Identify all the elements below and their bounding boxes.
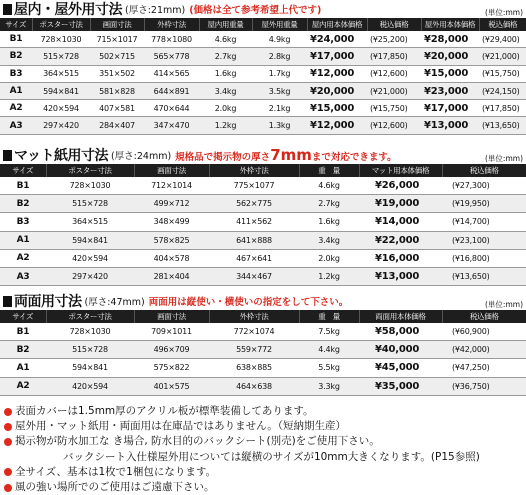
weight-cell: 7.5kg	[299, 323, 359, 341]
mat-thickness: (厚さ:24mm)	[110, 151, 172, 162]
tax-value: (¥29,400)	[482, 34, 520, 44]
header-row	[0, 18, 526, 31]
header-row	[0, 310, 526, 323]
price-value: ¥22,000	[375, 234, 420, 246]
w_in-cell: 2.7kg	[199, 48, 252, 65]
table-row	[0, 249, 526, 267]
frame-cell: 347×470	[144, 117, 199, 134]
poster-cell: 594×841	[32, 82, 90, 99]
tax-value: (¥17,850)	[370, 51, 408, 61]
w_in-cell: 2.0kg	[199, 100, 252, 117]
price-cell	[359, 377, 442, 395]
column-header: ポスター寸法	[46, 310, 134, 323]
bullet-dot-icon	[4, 438, 12, 446]
price-value: ¥16,000	[375, 252, 420, 264]
table-row	[0, 48, 526, 65]
column-header: 屋外用重量	[252, 18, 307, 31]
price-value: ¥17,000	[424, 102, 469, 114]
price-value: ¥12,000	[310, 120, 355, 132]
tax-value: (¥60,900)	[452, 327, 490, 337]
w_out-cell: 4.9kg	[252, 31, 307, 48]
size-cell: A2	[0, 100, 32, 117]
weight-cell: 1.2kg	[299, 267, 359, 285]
screen-cell: 578×825	[134, 231, 209, 249]
poster-cell: 515×728	[46, 195, 134, 213]
bullet-dot-icon	[4, 423, 12, 431]
frame-cell: 414×565	[144, 65, 199, 82]
table-row	[0, 231, 526, 249]
price-value: ¥35,000	[375, 380, 420, 392]
frame-cell: 344×467	[209, 267, 299, 285]
tax-cell	[367, 31, 421, 48]
tax-cell	[367, 48, 421, 65]
table-row	[0, 323, 526, 341]
size-cell: B3	[0, 213, 46, 231]
double-section	[0, 292, 526, 396]
price-cell	[359, 231, 442, 249]
note-text: 屋外用・マット紙用・両面用は在庫品ではありません。（短納期生産）	[15, 420, 346, 433]
tax-cell	[442, 195, 526, 213]
column-header: 画面寸法	[134, 310, 209, 323]
indoor-table	[0, 18, 526, 135]
note-item	[0, 434, 526, 449]
table-row	[0, 195, 526, 213]
size-cell: B1	[0, 323, 46, 341]
table-row	[0, 267, 526, 285]
screen-cell: 284×407	[90, 117, 144, 134]
unit-label: (単位:mm)	[485, 300, 523, 309]
price-value: ¥19,000	[375, 198, 420, 210]
size-cell: B1	[0, 177, 46, 195]
note-text: 掲示物が防水加工な き場合, 防水目的のバックシート(別売)をご使用下さい。	[15, 435, 380, 448]
weight-cell: 3.4kg	[299, 231, 359, 249]
poster-cell: 728×1030	[32, 31, 90, 48]
size-cell: A3	[0, 117, 32, 134]
note-text: 表面カバーは1.5mm厚のアクリル板が標準装備してあります。	[15, 405, 314, 417]
double-header	[0, 292, 526, 310]
tax-value: (¥27,300)	[452, 181, 490, 191]
price-cell	[421, 48, 479, 65]
price-cell	[421, 100, 479, 117]
price-cell	[359, 267, 442, 285]
price-cell	[359, 249, 442, 267]
note-text: バックシート入仕様屋外用については縦横のサイズが10mm大きくなります。(P15参照)	[63, 450, 480, 463]
size-cell: B2	[0, 341, 46, 359]
w_in-cell: 1.2kg	[199, 117, 252, 134]
tax-cell	[479, 31, 526, 48]
price-value: ¥28,000	[424, 33, 469, 45]
price-cell	[307, 65, 367, 82]
frame-cell: 772×1074	[209, 323, 299, 341]
unit-label: (単位:mm)	[485, 154, 523, 163]
section-square-icon	[3, 296, 12, 307]
price-cell	[359, 359, 442, 377]
price-value: ¥40,000	[375, 344, 420, 356]
poster-cell: 594×841	[46, 231, 134, 249]
w_in-cell: 1.6kg	[199, 65, 252, 82]
frame-cell: 641×888	[209, 231, 299, 249]
section-square-icon	[3, 4, 12, 15]
price-cell	[359, 341, 442, 359]
table-row	[0, 177, 526, 195]
column-header: マット用本体価格	[359, 164, 442, 177]
size-cell: A1	[0, 82, 32, 99]
column-header: サイズ	[0, 310, 46, 323]
indoor-title: 屋内・屋外用寸法	[14, 2, 122, 18]
size-cell: A1	[0, 231, 46, 249]
poster-cell: 728×1030	[46, 177, 134, 195]
frame-cell: 638×885	[209, 359, 299, 377]
screen-cell: 709×1011	[134, 323, 209, 341]
mat-note	[175, 146, 396, 164]
table-row	[0, 117, 526, 134]
price-cell	[359, 177, 442, 195]
poster-cell: 515×728	[32, 48, 90, 65]
column-header: 屋内用重量	[199, 18, 252, 31]
table-row	[0, 341, 526, 359]
screen-cell: 715×1017	[90, 31, 144, 48]
weight-cell: 4.6kg	[299, 177, 359, 195]
section-square-icon	[3, 150, 12, 161]
frame-cell: 562×775	[209, 195, 299, 213]
column-header: 外枠寸法	[144, 18, 199, 31]
price-cell	[307, 31, 367, 48]
table-row	[0, 65, 526, 82]
tax-cell	[442, 377, 526, 395]
w_out-cell: 2.8kg	[252, 48, 307, 65]
frame-cell: 644×891	[144, 82, 199, 99]
size-cell: A3	[0, 267, 46, 285]
mat-note-before: 規格品で掲示物の厚さ	[175, 152, 271, 163]
price-cell	[359, 323, 442, 341]
poster-cell: 364×515	[46, 213, 134, 231]
w_out-cell: 1.3kg	[252, 117, 307, 134]
price-value: ¥58,000	[375, 326, 420, 338]
w_out-cell: 3.5kg	[252, 82, 307, 99]
double-title: 両面用寸法	[14, 294, 82, 310]
unit-label: (単位:mm)	[485, 8, 523, 17]
frame-cell: 559×772	[209, 341, 299, 359]
poster-cell: 515×728	[46, 341, 134, 359]
price-cell	[307, 82, 367, 99]
price-value: ¥13,000	[375, 271, 420, 283]
column-header: 税込価格	[442, 310, 526, 323]
w_in-cell: 4.6kg	[199, 31, 252, 48]
column-header: 屋内用本体価格	[307, 18, 367, 31]
price-value: ¥20,000	[310, 85, 355, 97]
price-cell	[359, 213, 442, 231]
size-cell: B2	[0, 195, 46, 213]
indoor-price-note: (価格は全て参考希望上代です)	[189, 5, 322, 16]
table-row	[0, 100, 526, 117]
tax-cell	[367, 100, 421, 117]
price-value: ¥15,000	[424, 68, 469, 80]
tax-value: (¥36,750)	[452, 381, 490, 391]
tax-value: (¥19,950)	[452, 199, 490, 209]
note-item	[0, 404, 526, 419]
tax-cell	[367, 117, 421, 134]
price-cell	[307, 100, 367, 117]
tax-cell	[479, 100, 526, 117]
double-table	[0, 310, 526, 396]
price-cell	[307, 117, 367, 134]
tax-cell	[442, 267, 526, 285]
screen-cell: 401×575	[134, 377, 209, 395]
poster-cell: 420×594	[46, 249, 134, 267]
price-cell	[307, 48, 367, 65]
price-value: ¥23,000	[424, 85, 469, 97]
screen-cell: 351×502	[90, 65, 144, 82]
tax-value: (¥25,200)	[370, 34, 408, 44]
tax-value: (¥16,800)	[452, 253, 490, 263]
table-row	[0, 359, 526, 377]
column-header: 外枠寸法	[209, 310, 299, 323]
indoor-section	[0, 0, 526, 135]
column-header: 屋外用本体価格	[421, 18, 479, 31]
price-cell	[421, 82, 479, 99]
screen-cell: 496×709	[134, 341, 209, 359]
price-value: ¥17,000	[310, 50, 355, 62]
column-header: 画面寸法	[134, 164, 209, 177]
table-row	[0, 213, 526, 231]
tax-cell	[442, 359, 526, 377]
price-cell	[421, 65, 479, 82]
tax-value: (¥14,700)	[452, 217, 490, 227]
table-row	[0, 31, 526, 48]
size-cell: A2	[0, 377, 46, 395]
tax-value: (¥15,750)	[482, 69, 520, 79]
w_out-cell: 1.7kg	[252, 65, 307, 82]
screen-cell: 281×404	[134, 267, 209, 285]
note-text: 風の強い場所でのご使用はご遠慮下さい。	[15, 480, 215, 493]
frame-cell: 464×638	[209, 377, 299, 395]
size-cell: B1	[0, 31, 32, 48]
tax-value: (¥15,750)	[370, 103, 408, 113]
price-value: ¥14,000	[375, 216, 420, 228]
poster-cell: 594×841	[46, 359, 134, 377]
indoor-header	[0, 0, 526, 18]
screen-cell: 575×822	[134, 359, 209, 377]
column-header: 重 量	[299, 164, 359, 177]
weight-cell: 2.7kg	[299, 195, 359, 213]
header-row	[0, 164, 526, 177]
note-item-continuation	[0, 450, 526, 465]
screen-cell: 581×828	[90, 82, 144, 99]
poster-cell: 297×420	[46, 267, 134, 285]
tax-value: (¥13,650)	[452, 272, 490, 282]
tax-cell	[442, 231, 526, 249]
note-text: 全サイズ、基本は1枚で1梱包になります。	[15, 465, 216, 478]
column-header: 税込価格	[367, 18, 421, 31]
weight-cell: 3.3kg	[299, 377, 359, 395]
tax-value: (¥42,000)	[452, 345, 490, 355]
price-value: ¥15,000	[310, 102, 355, 114]
poster-cell: 297×420	[32, 117, 90, 134]
price-cell	[421, 31, 479, 48]
column-header: 両面用本体価格	[359, 310, 442, 323]
w_out-cell: 2.1kg	[252, 100, 307, 117]
size-cell: A2	[0, 249, 46, 267]
table-row	[0, 377, 526, 395]
tax-cell	[442, 341, 526, 359]
poster-cell: 728×1030	[46, 323, 134, 341]
weight-cell: 5.5kg	[299, 359, 359, 377]
column-header: ポスター寸法	[32, 18, 90, 31]
frame-cell: 775×1077	[209, 177, 299, 195]
screen-cell: 407×581	[90, 100, 144, 117]
column-header: 税込価格	[479, 18, 526, 31]
tax-cell	[367, 65, 421, 82]
mat-section	[0, 146, 526, 286]
note-item	[0, 480, 526, 495]
tax-value: (¥12,600)	[370, 69, 408, 79]
screen-cell: 712×1014	[134, 177, 209, 195]
mat-note-after: まで対応できます。	[311, 152, 397, 163]
tax-value: (¥21,000)	[482, 51, 520, 61]
frame-cell: 470×644	[144, 100, 199, 117]
price-value: ¥13,000	[424, 120, 469, 132]
screen-cell: 404×578	[134, 249, 209, 267]
screen-cell: 499×712	[134, 195, 209, 213]
tax-value: (¥21,000)	[370, 86, 408, 96]
frame-cell: 778×1080	[144, 31, 199, 48]
price-value: ¥45,000	[375, 362, 420, 374]
size-cell: B3	[0, 65, 32, 82]
price-value: ¥26,000	[375, 180, 420, 192]
weight-cell: 4.4kg	[299, 341, 359, 359]
tax-cell	[442, 213, 526, 231]
bullet-dot-icon	[4, 408, 12, 416]
mat-note-big: 7mm	[270, 146, 312, 164]
mat-table	[0, 164, 526, 286]
column-header: ポスター寸法	[46, 164, 134, 177]
column-header: 画面寸法	[90, 18, 144, 31]
column-header: サイズ	[0, 164, 46, 177]
table-row	[0, 82, 526, 99]
tax-value: (¥47,250)	[452, 363, 490, 373]
size-cell: B2	[0, 48, 32, 65]
frame-cell: 411×562	[209, 213, 299, 231]
tax-cell	[442, 177, 526, 195]
poster-cell: 364×515	[32, 65, 90, 82]
price-value: ¥20,000	[424, 50, 469, 62]
tax-value: (¥24,150)	[482, 86, 520, 96]
tax-value: (¥23,100)	[452, 235, 490, 245]
weight-cell: 1.6kg	[299, 213, 359, 231]
tax-cell	[479, 65, 526, 82]
price-cell	[421, 117, 479, 134]
bullet-dot-icon	[4, 468, 12, 476]
poster-cell: 420×594	[32, 100, 90, 117]
mat-title: マット紙用寸法	[14, 148, 108, 164]
price-value: ¥12,000	[310, 68, 355, 80]
tax-cell	[442, 249, 526, 267]
screen-cell: 502×715	[90, 48, 144, 65]
tax-value: (¥17,850)	[482, 103, 520, 113]
frame-cell: 565×778	[144, 48, 199, 65]
w_in-cell: 3.4kg	[199, 82, 252, 99]
price-value: ¥24,000	[310, 33, 355, 45]
tax-cell	[479, 48, 526, 65]
price-cell	[359, 195, 442, 213]
weight-cell: 2.0kg	[299, 249, 359, 267]
note-item	[0, 419, 526, 434]
bullet-dot-icon	[4, 484, 12, 492]
double-note: 両面用は縦使い・横使いの指定をして下さい。	[148, 297, 349, 308]
double-thickness: (厚さ:47mm)	[84, 297, 145, 308]
poster-cell: 420×594	[46, 377, 134, 395]
mat-header	[0, 146, 526, 164]
screen-cell: 348×499	[134, 213, 209, 231]
size-cell: A1	[0, 359, 46, 377]
column-header: サイズ	[0, 18, 32, 31]
tax-value: (¥13,650)	[482, 121, 520, 131]
tax-value: (¥12,600)	[370, 121, 408, 131]
note-item	[0, 465, 526, 480]
tax-cell	[442, 323, 526, 341]
frame-cell: 467×641	[209, 249, 299, 267]
column-header: 重 量	[299, 310, 359, 323]
tax-cell	[479, 117, 526, 134]
column-header: 税込価格	[442, 164, 526, 177]
tax-cell	[367, 82, 421, 99]
notes-list	[0, 404, 526, 495]
indoor-thickness: (厚さ:21mm)	[125, 5, 186, 16]
tax-cell	[479, 82, 526, 99]
column-header: 外枠寸法	[209, 164, 299, 177]
